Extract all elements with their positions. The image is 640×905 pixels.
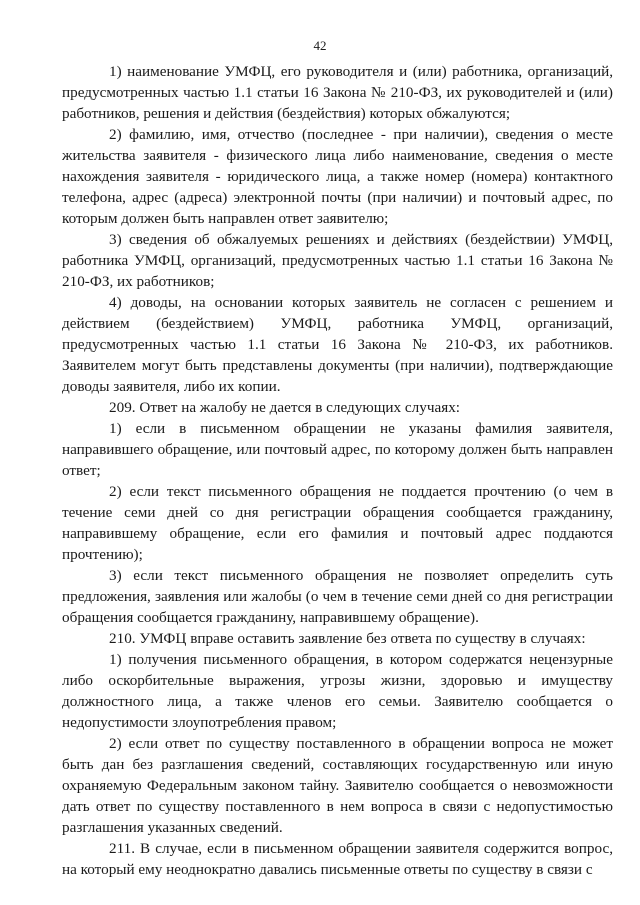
paragraph-208-item-4: 4) доводы, на основании которых заявитель не согласен с решением и действием (бездействием) УМФЦ, работника УМФЦ, организаций, предусмотренных частью 1.1 статьи 16 Закона № 210-ФЗ, их работников. Заявителем могут быть представлены документы (при наличии), подтверждающие доводы заявителя, либо их копии. xyxy=(62,294,613,395)
paragraph-208-item-3: 3) сведения об обжалуемых решениях и действиях (бездействии) УМФЦ, работника УМФЦ, организаций, предусмотренных частью 1.1 статьи 16 Закона № 210-ФЗ, их работников; xyxy=(62,231,613,290)
paragraph-209-item-1: 1) если в письменном обращении не указаны фамилия заявителя, направившего обращение, или почтовый адрес, по которому должен быть направлен ответ; xyxy=(62,420,613,479)
paragraph-208-item-2: 2) фамилию, имя, отчество (последнее - при наличии), сведения о месте жительства заявителя - физического лица либо наименование, сведения о месте нахождения заявителя - юридического лица, а также номер (номера) контактного телефона, адрес (адреса) электронной почты (при наличии) и почтовый адрес, по которым должен быть направлен ответ заявителю; xyxy=(62,126,613,227)
page-number: 42 xyxy=(313,38,327,53)
paragraph-208-item-1: 1) наименование УМФЦ, его руководителя и (или) работника, организаций, предусмотренных частью 1.1 статьи 16 Закона № 210-ФЗ, их руководителей и (или) работников, решения и действия (бездействия) которых обжалуются; xyxy=(62,63,613,122)
paragraph-209-item-2: 2) если текст письменного обращения не поддается прочтению (о чем в течение семи дней со дня регистрации обращения сообщается гражданину, направившему обращение, если его фамилия и почтовый адрес поддаются прочтению); xyxy=(62,483,613,563)
document-body xyxy=(62,61,613,880)
paragraph-210-heading: 210. УМФЦ вправе оставить заявление без ответа по существу в случаях: xyxy=(109,630,586,647)
paragraph-210-item-2: 2) если ответ по существу поставленного в обращении вопроса не может быть дан без разглашения сведений, составляющих государственную или иную охраняемую Федеральным законом тайну. Заявителю сообщается о невозможности дать ответ по существу поставленного в нем вопроса в связи с недопустимостью разглашения указанных сведений. xyxy=(62,735,613,836)
paragraph-210-item-1: 1) получения письменного обращения, в котором содержатся нецензурные либо оскорбительные выражения, угрозы жизни, здоровью и имуществу должностного лица, а также членов его семьи. Заявителю сообщается о недопустимости злоупотребления правом; xyxy=(62,651,613,731)
paragraph-211: 211. В случае, если в письменном обращении заявителя содержится вопрос, на который ему неоднократно давались письменные ответы по существу в связи с xyxy=(62,840,613,878)
paragraph-209-item-3: 3) если текст письменного обращения не позволяет определить суть предложения, заявления или жалобы (о чем в течение семи дней со дня регистрации обращения сообщается гражданину, направившему обращение). xyxy=(62,567,613,626)
paragraph-209-heading: 209. Ответ на жалобу не дается в следующих случаях: xyxy=(109,399,461,416)
